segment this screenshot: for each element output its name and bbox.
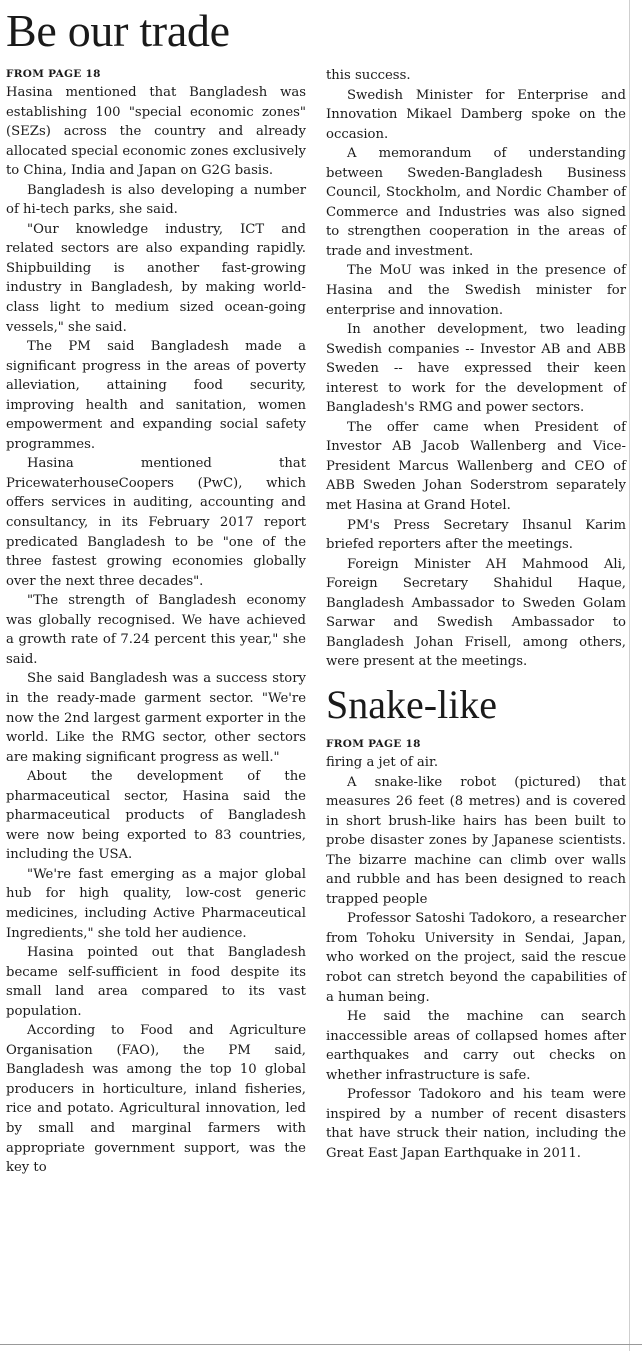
article-paragraph: Hasina mentioned that Bangladesh was establishing 100 "special economic zones" (SEZs) across the country and already allocated special economic zones exclusively to China, India and Japan on G2G basis. — [6, 85, 306, 179]
article-left-column — [6, 66, 306, 1178]
article-paragraph: She said Bangladesh was a success story in the ready-made garment sector. "We're now the 2nd largest garment exporter in the world. Like the RMG sector, other sectors are making significant progress as well." — [6, 671, 306, 765]
article-paragraph: According to Food and Agriculture Organisation (FAO), the PM said, Bangladesh was among the top 10 global producers in horticulture, inland fisheries, rice and potato. Agricultural innovation, led by small and marginal farmers with appropriate government support, was the key to — [6, 1023, 306, 1176]
article-paragraph: Professor Satoshi Tadokoro, a researcher from Tohoku University in Sendai, Japan, who worked on the project, said the rescue robot can stretch beyond the capabilities of a human being. — [326, 911, 626, 1005]
article-paragraph: The MoU was inked in the presence of Hasina and the Swedish minister for enterprise and innovation. — [326, 263, 626, 318]
second-article-kicker: FROM PAGE 18 — [326, 737, 421, 750]
article-paragraph: A memorandum of understanding between Sweden-Bangladesh Business Council, Stockholm, and Nordic Chamber of Commerce and Industries was also signed to strengthen cooperation in the areas of trade and investment. — [326, 146, 626, 259]
article-paragraph: "We're fast emerging as a major global hub for high quality, low-cost generic medicines, including Active Pharmaceutical Ingredients," she told her audience. — [6, 866, 306, 941]
article-kicker: FROM PAGE 18 — [6, 68, 101, 80]
article-paragraph: Hasina mentioned that PricewaterhouseCoopers (PwC), which offers services in auditing, accounting and consultancy, in its February 2017 report predicated Bangladesh to be "one of the three fastest growing economies globally over the next three decades". — [6, 456, 306, 589]
article-paragraph: The offer came when President of Investor AB Jacob Wallenberg and Vice-President Marcus Wallenberg and CEO of ABB Sweden Johan Soderstrom separately met Hasina at Grand Hotel. — [326, 419, 626, 514]
article-paragraph: "Our knowledge industry, ICT and related sectors are also expanding rapidly. Shipbuilding is another fast-growing industry in Bangladesh, by making world-class light to medium sized ocean-going vessels," she said. — [6, 221, 306, 335]
article-paragraph: PM's Press Secretary Ihsanul Karim briefed reporters after the meetings. — [326, 517, 626, 553]
article-paragraph: Swedish Minister for Enterprise and Innovation Mikael Damberg spoke on the occasion. — [326, 87, 626, 142]
article-headline: Be our trade — [6, 5, 230, 56]
article-paragraph: A snake-like robot (pictured) that measures 26 feet (8 metres) and is covered in short brush-like hairs has been built to probe disaster zones by Japanese scientists. The bizarre machine can climb over walls and rubble and has been designed to reach trapped people — [326, 774, 626, 907]
article-paragraph: In another development, two leading Swedish companies -- Investor AB and ABB Sweden -- have expressed their keen interest to work for the development of Bangladesh's RMG and power sectors. — [326, 322, 626, 416]
article-paragraph: Bangladesh is also developing a number of hi-tech parks, she said. — [6, 182, 306, 218]
article-paragraph: Foreign Minister AH Mahmood Ali, Foreign Secretary Shahidul Haque, Bangladesh Ambassador to Sweden Golam Sarwar and Swedish Ambassador to Bangladesh Johan Frisell, among others, were present at the meetings. — [326, 556, 626, 670]
article-paragraph: Professor Tadokoro and his team were inspired by a number of recent disasters that have struck their nation, including the Great East Japan Earthquake in 2011. — [326, 1087, 626, 1161]
article-paragraph: The PM said Bangladesh made a significant progress in the areas of poverty alleviation, attaining food security, improving health and sanitation, women empowerment and expanding social safety programmes. — [6, 339, 306, 452]
article-paragraph: this success. — [326, 68, 411, 83]
bottom-rule — [0, 1344, 642, 1345]
article-paragraph: About the development of the pharmaceutical sector, Hasina said the pharmaceutical products of Bangladesh were now being exported to 83 countries, including the USA. — [6, 769, 306, 863]
article-paragraph: He said the machine can search inaccessible areas of collapsed homes after earthquakes and carry out checks on whether infrastructure is safe. — [326, 1009, 626, 1083]
article-right-column — [326, 66, 626, 1163]
second-article-headline: Snake-like — [326, 681, 498, 727]
page-edge-divider — [629, 0, 630, 1351]
article-paragraph: "The strength of Bangladesh economy was globally recognised. We have achieved a growth rate of 7.24 percent this year," she said. — [6, 593, 306, 667]
article-paragraph: firing a jet of air. — [326, 754, 439, 770]
article-paragraph: Hasina pointed out that Bangladesh became self-sufficient in food despite its small land area compared to its vast population. — [6, 945, 306, 1019]
